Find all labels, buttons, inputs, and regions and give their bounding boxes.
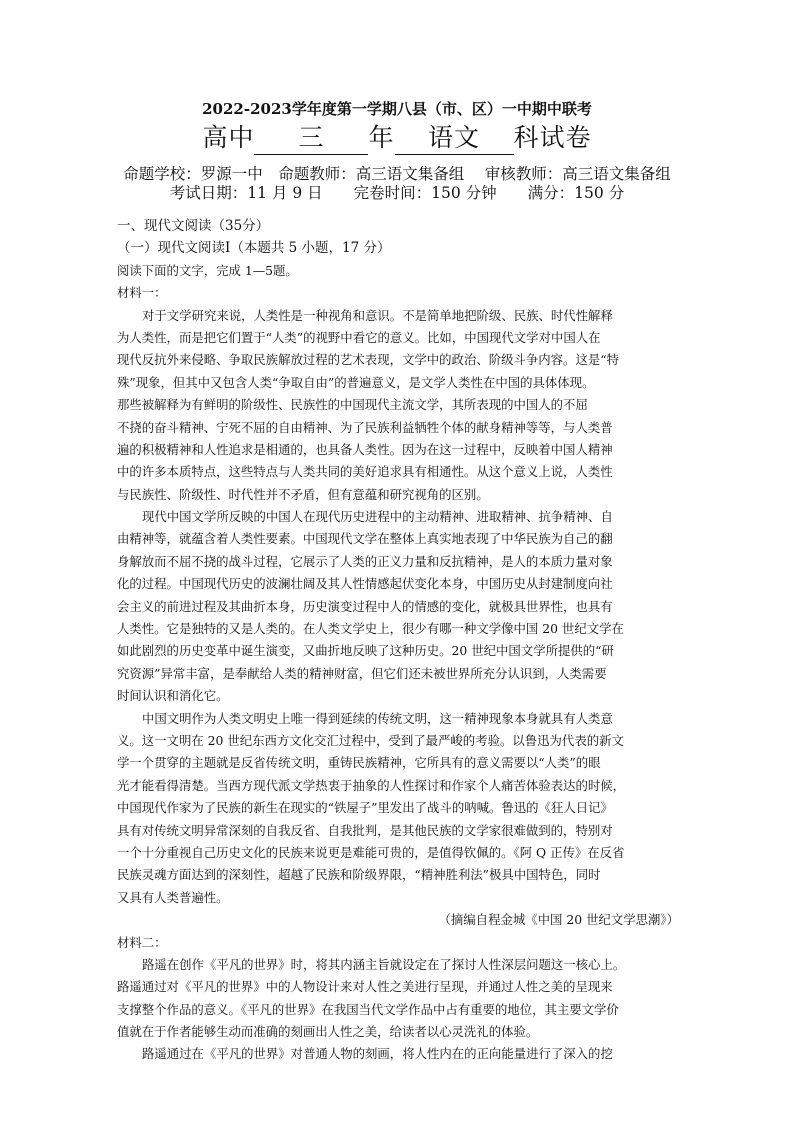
text-line: 殊”现象，但其中又包含人类“争取自由”的普遍意义，是文学人类性在中国的具体体现。 xyxy=(117,374,595,390)
text-line: 会主义的前进过程及其曲折本身，历史演变过程中人的情感的变化，就极具世界性，也具有 xyxy=(117,598,613,614)
paper-title-suffix: 科试卷 xyxy=(513,123,592,152)
paper-title xyxy=(0,118,794,155)
paper-title-mid: 年 xyxy=(368,123,395,152)
reading-section xyxy=(117,215,679,1066)
text-line: 具有对传统文明异常深刻的自我反省、自我批判，是其他民族的文学家很难做到的，特别对 xyxy=(117,822,613,838)
text-line: 与民族性、阶级性、时代性并不矛盾，但有意蕴和研究视角的区别。 xyxy=(117,486,489,502)
text-line: 遍的积极精神和人性追求是相通的，也具备人类性。因为在这一过程中，反映着中国人精神 xyxy=(117,441,613,457)
material-1-label: 材料一： xyxy=(117,285,167,301)
text-line: 路遥在创作《平凡的世界》时，将其内涵主旨就设定在了探讨人性深层问题这一核心上。 xyxy=(142,956,626,972)
text-line: 时间认识和消化它。 xyxy=(117,688,229,704)
text-line: 学一个贯穿的主题就是反省传统文明，重铸民族精神，它所具有的意义需要以“人类”的眼 xyxy=(117,755,601,771)
text-line: 路遥通过对《平凡的世界》中的人物设计来对人性之美进行呈现，并通过人性之美的呈现来 xyxy=(117,979,613,995)
text-line: 究资源”异常丰富，是奉献给人类的精神财富，但它们还未被世界所充分认识到，人类需要 xyxy=(117,665,607,681)
material-2-text xyxy=(117,954,679,1066)
text-line: 路遥通过在《平凡的世界》对普通人物的刻画，将人性内在的正向能量进行了深入的挖 xyxy=(142,1046,613,1062)
subject-blank: 语文 xyxy=(395,118,514,155)
text-line: 中的许多本质特点，这些特点与人类共同的美好追求具有相通性。从这个意义上说，人类性 xyxy=(117,464,613,480)
text-line: 不挠的奋斗精神、宁死不屈的自由精神、为了民族利益牺牲个体的献身精神等等，与人类普 xyxy=(117,419,613,435)
material-1-source: （摘编自程金城《中国 20 世纪文学思潮》） xyxy=(438,912,679,928)
text-line: 身解放而不屈不挠的战斗过程，它展示了人类的正义力量和反抗精神，是人的本质力量对象 xyxy=(117,553,613,569)
text-line: 中国文明作为人类文明史上唯一得到延续的传统文明，这一精神现象本身就具有人类意 xyxy=(142,710,613,726)
exam-meta-schedule: 考试日期：11 月 9 日 完卷时间：150 分钟 满分：150 分 xyxy=(169,184,625,202)
text-line: 现代反抗外来侵略、争取民族解放过程的艺术表现，文学中的政治、阶级斗争内容。这是“特 xyxy=(117,352,619,368)
text-line: 化的过程。中国现代历史的波澜壮阔及其人性情感起伏变化本身，中国历史从封建制度向社 xyxy=(117,576,613,592)
text-line: 由精神等，就蕴含着人类性要素。中国现代文学在整体上真实地表现了中华民族为自己的翻 xyxy=(117,531,613,547)
text-line: 如此剧烈的历史变革中诞生演变，又曲折地反映了这种历史。20 世纪中国文学所提供的“研 xyxy=(117,643,614,659)
text-line: 现代中国文学所反映的中国人在现代历史进程中的主动精神、进取精神、抗争精神、自 xyxy=(142,509,613,525)
grade-blank: 三 xyxy=(254,118,368,155)
section-instruction: 阅读下面的文字，完成 1—5题。 xyxy=(117,262,298,278)
exam-meta-authors: 命题学校：罗源一中 命题教师：高三语文集备组 审核教师：高三语文集备组 xyxy=(123,165,671,183)
text-line: 对于文学研究来说，人类性是一种视角和意识。不是简单地把阶级、民族、时代性解释 xyxy=(142,307,613,323)
text-line: 光才能看得清楚。当西方现代派文学热衷于抽象的人性探讨和作家个人痛苦体验表达的时候， xyxy=(117,777,626,793)
material-2-label: 材料二： xyxy=(117,934,167,950)
exam-title: 2022-2023学年度第一学期八县（市、区）一中期中联考 xyxy=(202,100,592,118)
text-line: 中国现代作家为了民族的新生在现实的“铁屋子”里发出了战斗的呐喊。鲁迅的《狂人日记》 xyxy=(117,800,613,816)
text-line: 支撑整个作品的意义。《平凡的世界》在我国当代文学作品中占有重要的地位，其主要文学价 xyxy=(117,1001,619,1017)
text-line: 值就在于作者能够生动而准确的刻画出人性之美，给读者以心灵洗礼的体验。 xyxy=(117,1024,539,1040)
text-line: 人类性。它是独特的又是人类的。在人类文学史上，很少有哪一种文学像中国 20 世纪文学在 xyxy=(117,621,624,637)
text-line: 那些被解释为有鲜明的阶级性、民族性的中国现代主流文学，其所表现的中国人的不屈 xyxy=(117,397,588,413)
paper-title-prefix: 高中 xyxy=(202,123,255,152)
text-line: 义。这一文明在 20 世纪东西方文化交汇过程中，受到了最严峻的考验。以鲁迅为代表的新文 xyxy=(117,732,624,748)
material-1-text xyxy=(117,305,679,932)
section-subtitle: （一）现代文阅读Ⅰ（本题共 5 小题，17 分） xyxy=(117,240,391,257)
text-line: 一个十分重视自己历史文化的民族来说更是难能可贵的，是值得钦佩的。《阿 Q 正传》在反省 xyxy=(117,844,625,860)
text-line: 民族灵魂方面达到的深刻性，超越了民族和阶级界限，“精神胜利法”极具中国特色，同时 xyxy=(117,867,601,883)
text-line: 又具有人类普遍性。 xyxy=(117,889,229,905)
section-title: 一、现代文阅读（35分） xyxy=(117,218,270,234)
text-line: 为人类性，而是把它们置于“人类”的视野中看它的意义。比如，中国现代文学对中国人在 xyxy=(117,329,601,345)
